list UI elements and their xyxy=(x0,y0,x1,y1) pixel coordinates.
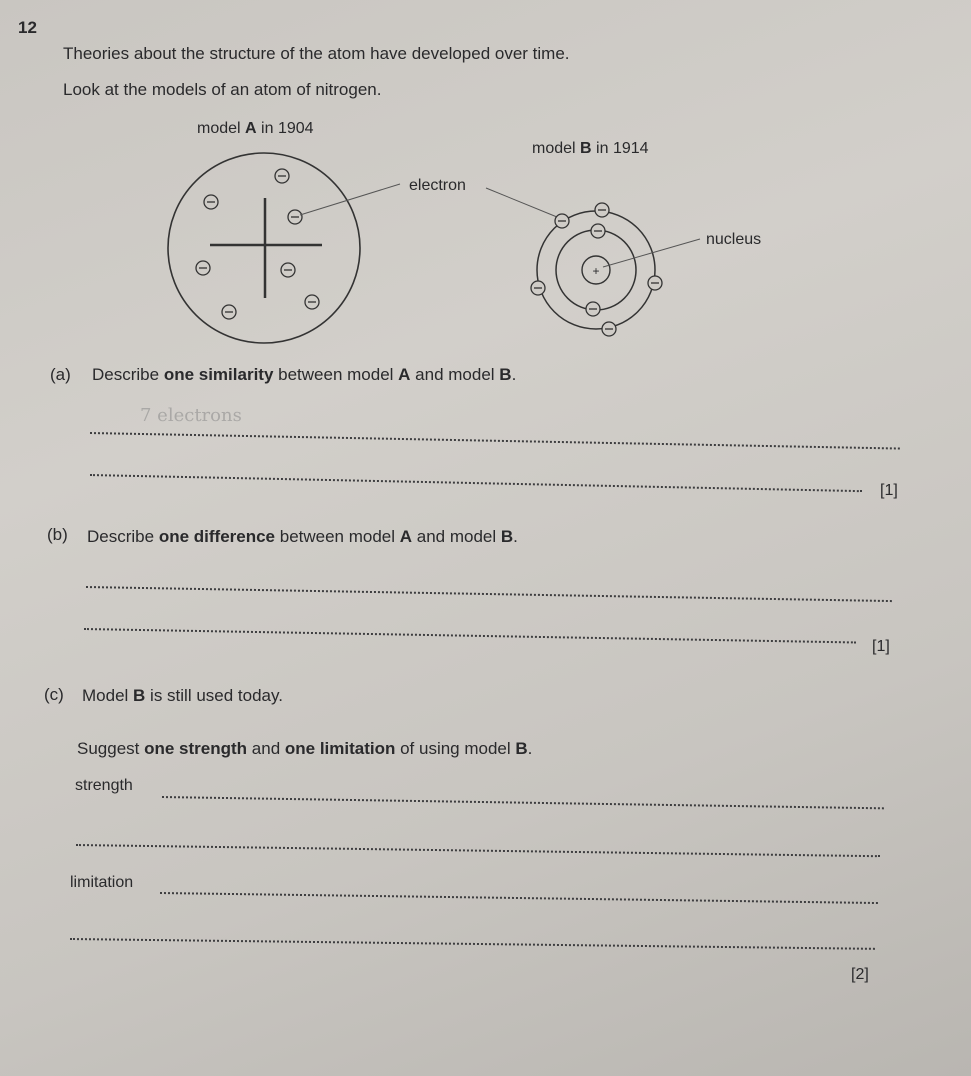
part-a-marks: [1] xyxy=(880,482,898,499)
model-b-bohr xyxy=(531,203,662,336)
model-b-title: model B in 1914 xyxy=(532,140,649,157)
model-a-electron xyxy=(275,169,289,183)
model-a-electron xyxy=(281,263,295,277)
part-b-marks: [1] xyxy=(872,638,890,655)
part-b-answer-line-1[interactable] xyxy=(86,586,892,602)
nucleus-label: nucleus xyxy=(706,231,762,248)
part-a-faint-answer: 7 electrons xyxy=(140,405,242,426)
atom-models-diagram xyxy=(0,0,971,360)
electron-leader-a xyxy=(300,184,400,215)
part-b-label: (b) xyxy=(47,525,68,544)
question-number: 12 xyxy=(18,18,37,37)
part-b-answer-line-2[interactable] xyxy=(84,628,856,643)
model-a-electron xyxy=(196,261,210,275)
model-b-electron xyxy=(586,302,600,316)
model-b-electron xyxy=(602,322,616,336)
electron-label: electron xyxy=(409,177,466,194)
question-intro: Theories about the structure of the atom have developed over time. xyxy=(63,44,570,63)
part-c-question: Suggest one strength and one limitation of using model B. xyxy=(77,739,533,758)
part-c-statement: Model B is still used today. xyxy=(82,686,283,705)
part-c-marks: [2] xyxy=(851,966,869,983)
strength-label: strength xyxy=(75,777,133,794)
nucleus-leader xyxy=(603,239,700,267)
strength-answer-line-1[interactable] xyxy=(162,796,884,809)
limitation-answer-line-2[interactable] xyxy=(70,938,875,950)
model-a-electron xyxy=(222,305,236,319)
model-a-plum-pudding xyxy=(168,153,360,343)
nucleus-plus: + xyxy=(592,264,600,278)
part-c-label: (c) xyxy=(44,685,64,704)
model-a-electron xyxy=(305,295,319,309)
part-b-question: Describe one difference between model A and model B. xyxy=(87,527,518,546)
part-a-answer-line-1[interactable] xyxy=(90,432,900,450)
part-a-label: (a) xyxy=(50,365,71,384)
model-a-electron xyxy=(288,210,302,224)
model-b-electron xyxy=(648,276,662,290)
part-a-answer-line-2[interactable] xyxy=(90,474,862,492)
electron-leader-b xyxy=(486,188,557,217)
model-a-electron xyxy=(204,195,218,209)
limitation-answer-line-1[interactable] xyxy=(160,892,878,904)
limitation-label: limitation xyxy=(70,874,134,891)
part-a-question: Describe one similarity between model A and model B. xyxy=(92,365,517,384)
question-instruction: Look at the models of an atom of nitrogen. xyxy=(63,80,382,99)
model-b-electron xyxy=(595,203,609,217)
model-b-electron xyxy=(591,224,605,238)
model-b-electron xyxy=(555,214,569,228)
strength-answer-line-2[interactable] xyxy=(76,844,880,857)
model-b-electron xyxy=(531,281,545,295)
model-a-title: model A in 1904 xyxy=(197,120,314,137)
